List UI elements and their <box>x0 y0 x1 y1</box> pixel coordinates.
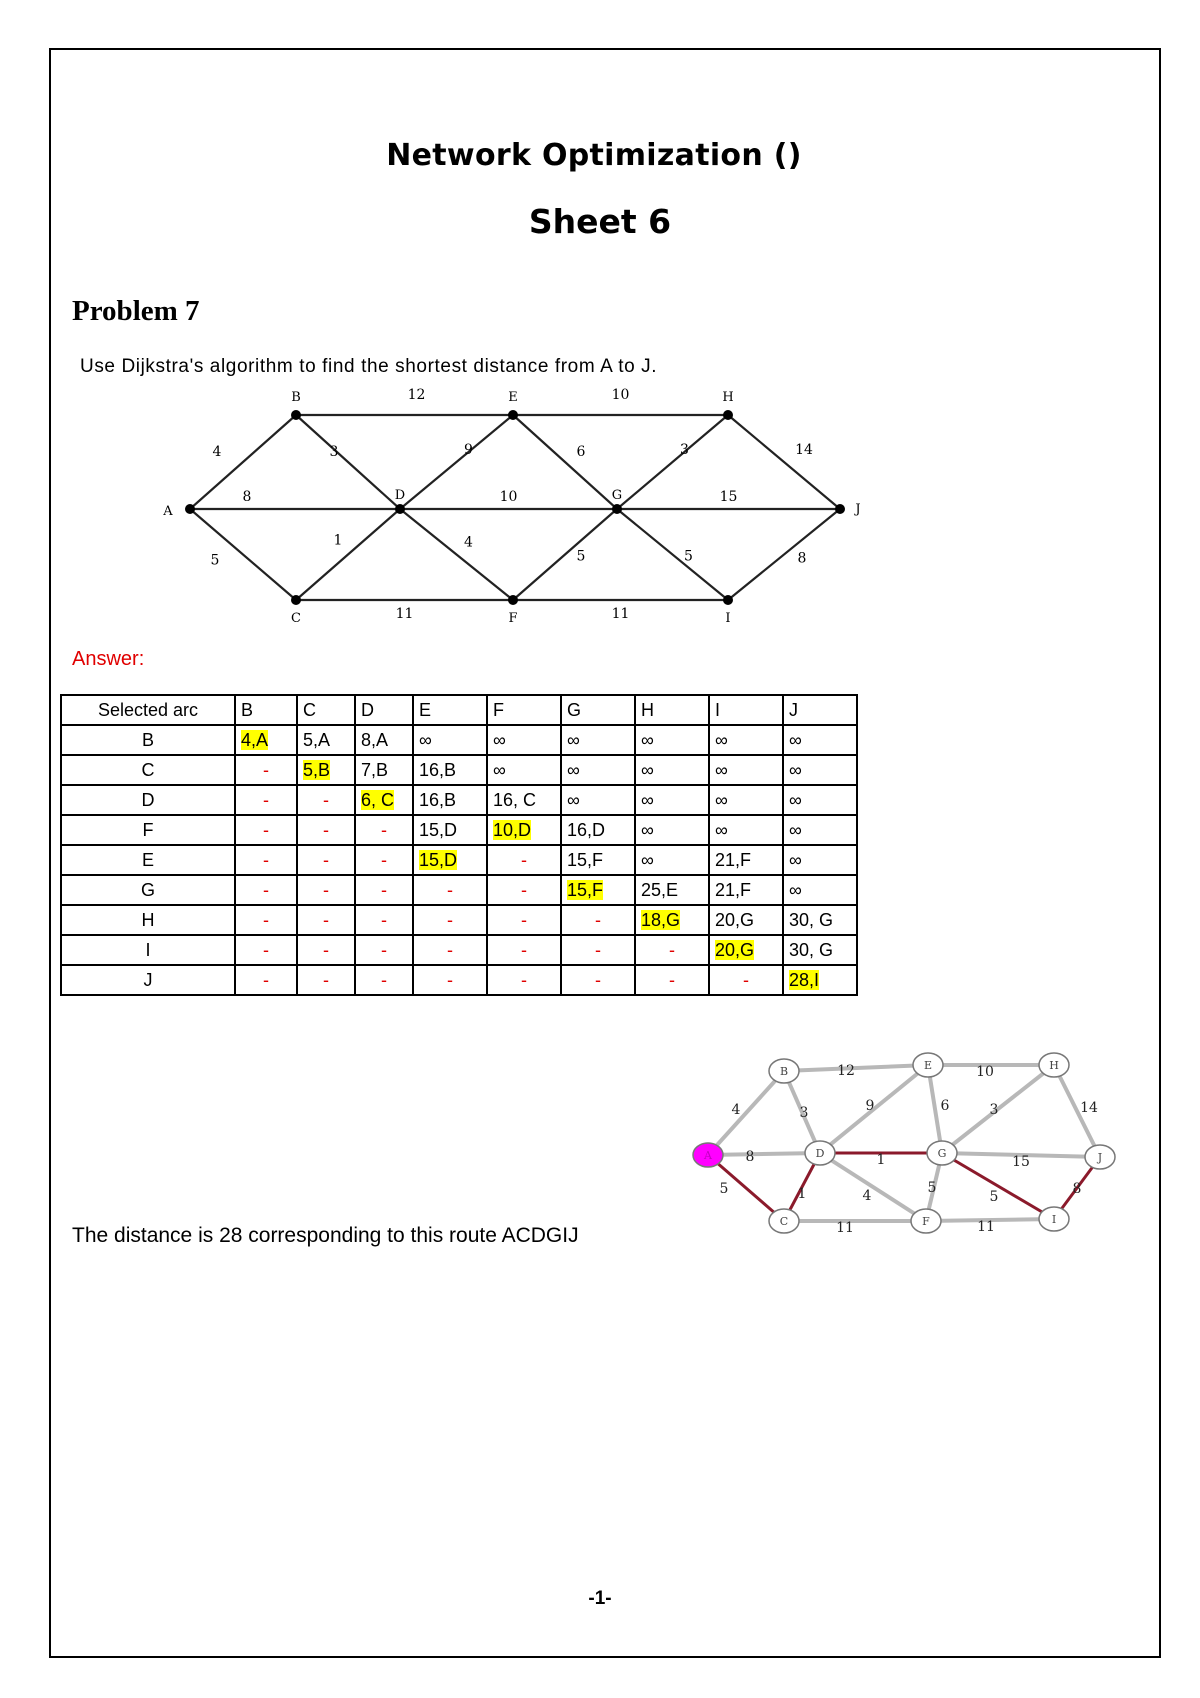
graph-node <box>291 595 301 605</box>
edge-weight: 8 <box>745 1149 755 1165</box>
distance-value: ∞ <box>715 819 728 840</box>
distance-value: ∞ <box>641 789 654 810</box>
graph-edge <box>513 415 617 509</box>
dash-value: - <box>447 909 453 930</box>
dash-value: - <box>521 879 527 900</box>
table-cell <box>235 965 297 995</box>
table-cell <box>561 755 635 785</box>
edge-weight: 15 <box>719 489 738 505</box>
distance-value: 15,D <box>419 849 458 870</box>
distance-value: ∞ <box>641 849 654 870</box>
distance-value: 16,B <box>419 789 457 810</box>
table-cell <box>561 965 635 995</box>
table-cell <box>487 875 561 905</box>
table-cell <box>297 755 355 785</box>
table-cell <box>783 965 857 995</box>
node-label: B <box>779 1065 789 1078</box>
graph-edge <box>617 415 728 509</box>
table-cell <box>413 755 487 785</box>
distance-value: 21,F <box>715 849 752 870</box>
edge-weight: 11 <box>977 1219 995 1235</box>
table-cell <box>297 965 355 995</box>
dash-value: - <box>381 969 387 990</box>
edge-weight: 3 <box>989 1102 999 1118</box>
edge-weight: 11 <box>395 606 414 622</box>
column-header: F <box>487 695 561 725</box>
edge-weight: 3 <box>329 444 339 460</box>
node-label: C <box>291 611 301 626</box>
dash-value: - <box>323 789 329 810</box>
edge-weight: 3 <box>680 442 689 458</box>
edge-weight: 10 <box>611 387 630 403</box>
edge-weight: 12 <box>837 1063 855 1079</box>
distance-value: ∞ <box>715 789 728 810</box>
distance-value: 5,B <box>303 759 331 780</box>
table-cell <box>709 815 783 845</box>
table-cell <box>487 815 561 845</box>
node-label: D <box>815 1147 825 1160</box>
dash-value: - <box>263 759 269 780</box>
edge-weight: 14 <box>1080 1100 1098 1116</box>
distance-value: 4,A <box>241 729 269 750</box>
graph-edge <box>190 509 296 600</box>
table-cell <box>355 845 413 875</box>
dash-value: - <box>447 879 453 900</box>
dash-value: - <box>323 939 329 960</box>
table-cell <box>783 725 857 755</box>
problem-instruction: Use Dijkstra's algorithm to find the shortest distance from A to J. <box>80 356 658 377</box>
distance-value: ∞ <box>789 789 802 810</box>
column-header: Selected arc <box>61 695 235 725</box>
table-cell <box>487 965 561 995</box>
table-cell <box>235 755 297 785</box>
dash-value: - <box>263 819 269 840</box>
table-cell <box>413 845 487 875</box>
distance-value: 16,D <box>567 819 606 840</box>
edge-weight: 5 <box>210 552 220 569</box>
dash-value: - <box>263 849 269 870</box>
table-cell <box>235 845 297 875</box>
distance-value: 28,I <box>789 969 820 990</box>
graph-edge <box>400 509 513 600</box>
table-cell <box>783 935 857 965</box>
dash-value: - <box>521 849 527 870</box>
edge-weight: 4 <box>731 1102 741 1118</box>
node-label: E <box>508 390 518 405</box>
distance-value: 15,F <box>567 879 604 900</box>
node-label: G <box>937 1147 947 1160</box>
dash-value: - <box>447 969 453 990</box>
table-cell <box>413 905 487 935</box>
page-number: -1- <box>588 1588 612 1609</box>
selected-arc-cell: B <box>61 725 235 755</box>
dash-value: - <box>595 939 601 960</box>
graph-edge <box>296 415 400 509</box>
graph-node <box>508 410 518 420</box>
graph-node <box>508 595 518 605</box>
table-cell <box>413 785 487 815</box>
graph-edge <box>400 415 513 509</box>
graph-node <box>612 504 622 514</box>
table-cell <box>297 845 355 875</box>
table-cell <box>297 905 355 935</box>
column-header: J <box>783 695 857 725</box>
table-row <box>61 815 857 845</box>
table-cell <box>235 785 297 815</box>
graph-edge <box>296 509 400 600</box>
shortest-route-graph <box>690 1045 1140 1255</box>
distance-value: ∞ <box>567 759 580 780</box>
edge-weight: 5 <box>719 1181 729 1197</box>
distance-value: ∞ <box>641 819 654 840</box>
node-label: F <box>922 1215 930 1228</box>
selected-arc-cell: C <box>61 755 235 785</box>
dash-value: - <box>521 969 527 990</box>
table-cell <box>355 905 413 935</box>
graph-node <box>185 504 195 514</box>
table-cell <box>487 845 561 875</box>
node-label: B <box>291 390 301 405</box>
table-cell <box>635 875 709 905</box>
edge-weight: 1 <box>876 1152 886 1168</box>
table-cell <box>413 815 487 845</box>
distance-value: ∞ <box>715 729 728 750</box>
edge-weight: 5 <box>989 1189 999 1205</box>
table-cell <box>783 755 857 785</box>
dash-value: - <box>447 939 453 960</box>
table-cell <box>561 815 635 845</box>
table-cell <box>235 875 297 905</box>
table-row <box>61 725 857 755</box>
distance-value: 7,B <box>361 759 389 780</box>
distance-value: 25,E <box>641 879 679 900</box>
node-label: J <box>1097 1151 1103 1164</box>
table-cell <box>783 785 857 815</box>
table-cell <box>487 755 561 785</box>
distance-value: ∞ <box>789 729 802 750</box>
table-row <box>61 965 857 995</box>
distance-value: 18,G <box>641 909 681 930</box>
graph-edge <box>708 1071 784 1155</box>
edge-weight: 15 <box>1012 1154 1030 1170</box>
selected-arc-cell: E <box>61 845 235 875</box>
dash-value: - <box>263 969 269 990</box>
table-cell <box>561 875 635 905</box>
selected-arc-cell: I <box>61 935 235 965</box>
table-cell <box>235 905 297 935</box>
distance-value: 15,D <box>419 819 458 840</box>
table-cell <box>561 785 635 815</box>
distance-value: 15,F <box>567 849 604 870</box>
dash-value: - <box>521 939 527 960</box>
dash-value: - <box>323 969 329 990</box>
selected-arc-cell: J <box>61 965 235 995</box>
table-row <box>61 755 857 785</box>
column-header: D <box>355 695 413 725</box>
distance-value: 16,B <box>419 759 457 780</box>
distance-value: 30, G <box>789 909 834 930</box>
edge-weight: 10 <box>499 489 518 505</box>
dash-value: - <box>595 969 601 990</box>
dash-value: - <box>669 969 675 990</box>
table-cell <box>635 785 709 815</box>
table-cell <box>355 815 413 845</box>
table-row <box>61 785 857 815</box>
edge-weight: 5 <box>684 548 693 565</box>
graph-node <box>835 504 845 514</box>
edge-weight: 6 <box>940 1098 950 1114</box>
column-header: E <box>413 695 487 725</box>
table-cell <box>413 725 487 755</box>
column-header: B <box>235 695 297 725</box>
column-header: I <box>709 695 783 725</box>
node-label: I <box>1051 1213 1057 1226</box>
table-cell <box>561 845 635 875</box>
node-label: A <box>704 1149 712 1162</box>
table-cell <box>413 875 487 905</box>
dash-value: - <box>381 939 387 960</box>
distance-value: ∞ <box>789 759 802 780</box>
table-cell <box>709 725 783 755</box>
edge-weight: 12 <box>407 387 426 403</box>
answer-label: Answer: <box>72 648 145 670</box>
table-cell <box>297 815 355 845</box>
table-cell <box>413 965 487 995</box>
edge-weight: 9 <box>464 442 473 458</box>
table-cell <box>783 905 857 935</box>
distance-value: 6, C <box>361 789 395 810</box>
dash-value: - <box>323 879 329 900</box>
selected-arc-cell: D <box>61 785 235 815</box>
edge-weight: 1 <box>797 1186 807 1202</box>
graph-node <box>395 504 405 514</box>
edge-weight: 1 <box>333 532 343 549</box>
graph-edge <box>617 509 728 600</box>
dash-value: - <box>521 909 527 930</box>
dijkstra-table <box>60 694 858 996</box>
table-cell <box>709 965 783 995</box>
column-header: H <box>635 695 709 725</box>
graph-edge <box>728 509 840 600</box>
node-label: H <box>1049 1059 1059 1072</box>
table-cell <box>235 815 297 845</box>
table-row <box>61 935 857 965</box>
table-cell <box>487 935 561 965</box>
graph-edge <box>820 1153 926 1221</box>
distance-value: 8,A <box>361 729 389 750</box>
conclusion-text: The distance is 28 corresponding to this route ACDGIJ <box>72 1224 579 1247</box>
table-header-row <box>61 695 857 725</box>
dash-value: - <box>263 789 269 810</box>
table-cell <box>561 905 635 935</box>
node-label: I <box>725 611 731 626</box>
table-cell <box>709 845 783 875</box>
table-cell <box>355 935 413 965</box>
distance-value: 30, G <box>789 939 834 960</box>
distance-value: ∞ <box>493 729 506 750</box>
dash-value: - <box>323 909 329 930</box>
edge-weight: 5 <box>576 548 586 565</box>
dash-value: - <box>263 879 269 900</box>
edge-weight: 8 <box>1072 1181 1082 1197</box>
edge-weight: 11 <box>611 606 630 622</box>
distance-value: ∞ <box>789 879 802 900</box>
graph-node <box>723 410 733 420</box>
selected-arc-cell: H <box>61 905 235 935</box>
distance-value: 16, C <box>493 789 537 810</box>
distance-value: ∞ <box>715 759 728 780</box>
node-label: J <box>855 502 861 517</box>
selected-arc-cell: G <box>61 875 235 905</box>
dash-value: - <box>381 879 387 900</box>
table-row <box>61 845 857 875</box>
distance-value: ∞ <box>567 729 580 750</box>
table-cell <box>635 905 709 935</box>
dash-value: - <box>323 819 329 840</box>
table-cell <box>413 935 487 965</box>
node-label: E <box>923 1059 933 1072</box>
sheet-subtitle: Sheet 6 <box>528 202 672 241</box>
problem-heading: Problem 7 <box>72 295 200 327</box>
edge-weight: 4 <box>212 444 222 460</box>
dash-value: - <box>263 939 269 960</box>
distance-value: ∞ <box>419 729 432 750</box>
table-cell <box>709 755 783 785</box>
table-cell <box>355 875 413 905</box>
dash-value: - <box>381 819 387 840</box>
edge-weight: 3 <box>799 1105 809 1121</box>
distance-value: ∞ <box>641 729 654 750</box>
table-cell <box>487 905 561 935</box>
table-cell <box>635 935 709 965</box>
dash-value: - <box>595 909 601 930</box>
edge-weight: 5 <box>927 1180 937 1196</box>
distance-value: ∞ <box>641 759 654 780</box>
distance-value: 5,A <box>303 729 331 750</box>
table-cell <box>297 935 355 965</box>
table-row <box>61 875 857 905</box>
graph-edge <box>708 1153 820 1155</box>
column-header: G <box>561 695 635 725</box>
table-cell <box>783 875 857 905</box>
edge-weight: 8 <box>797 550 807 567</box>
graph-node <box>291 410 301 420</box>
node-label: F <box>508 611 518 626</box>
table-cell <box>355 755 413 785</box>
edge-weight: 4 <box>862 1188 872 1204</box>
table-cell <box>635 845 709 875</box>
graph-edge <box>513 509 617 600</box>
table-cell <box>487 785 561 815</box>
edge-weight: 4 <box>464 534 473 551</box>
document-title: Network Optimization () <box>386 138 802 173</box>
graph-edge <box>728 415 840 509</box>
distance-value: 21,F <box>715 879 752 900</box>
network-graph <box>150 385 870 635</box>
node-label: D <box>394 488 406 503</box>
table-cell <box>355 965 413 995</box>
dash-value: - <box>381 909 387 930</box>
dash-value: - <box>669 939 675 960</box>
table-cell <box>297 785 355 815</box>
distance-value: ∞ <box>789 849 802 870</box>
node-label: A <box>163 504 173 519</box>
table-cell <box>235 725 297 755</box>
distance-value: 20,G <box>715 909 755 930</box>
table-cell <box>709 935 783 965</box>
edge-weight: 8 <box>242 489 252 505</box>
route-edge <box>942 1153 1054 1219</box>
table-cell <box>235 935 297 965</box>
node-label: G <box>611 488 623 503</box>
table-row <box>61 905 857 935</box>
table-cell <box>709 875 783 905</box>
table-cell <box>561 935 635 965</box>
node-label: C <box>779 1215 789 1228</box>
node-label: H <box>722 390 734 405</box>
edge-weight: 14 <box>795 442 813 458</box>
graph-node <box>723 595 733 605</box>
edge-weight: 6 <box>576 444 586 460</box>
distance-value: 10,D <box>493 819 532 840</box>
table-cell <box>635 815 709 845</box>
graph-edge <box>784 1065 928 1071</box>
distance-value: ∞ <box>567 789 580 810</box>
dash-value: - <box>263 909 269 930</box>
distance-value: ∞ <box>789 819 802 840</box>
distance-value: 20,G <box>715 939 755 960</box>
table-cell <box>355 785 413 815</box>
table-cell <box>635 965 709 995</box>
column-header: C <box>297 695 355 725</box>
distance-value: ∞ <box>493 759 506 780</box>
table-cell <box>355 725 413 755</box>
table-cell <box>783 845 857 875</box>
edge-weight: 10 <box>976 1064 994 1080</box>
table-cell <box>561 725 635 755</box>
table-cell <box>783 815 857 845</box>
selected-arc-cell: F <box>61 815 235 845</box>
table-cell <box>635 725 709 755</box>
table-cell <box>297 725 355 755</box>
dash-value: - <box>743 969 749 990</box>
table-cell <box>635 755 709 785</box>
dash-value: - <box>381 849 387 870</box>
edge-weight: 11 <box>836 1220 854 1236</box>
table-cell <box>709 905 783 935</box>
table-cell <box>487 725 561 755</box>
edge-weight: 9 <box>865 1098 875 1114</box>
dash-value: - <box>323 849 329 870</box>
table-cell <box>297 875 355 905</box>
table-cell <box>709 785 783 815</box>
